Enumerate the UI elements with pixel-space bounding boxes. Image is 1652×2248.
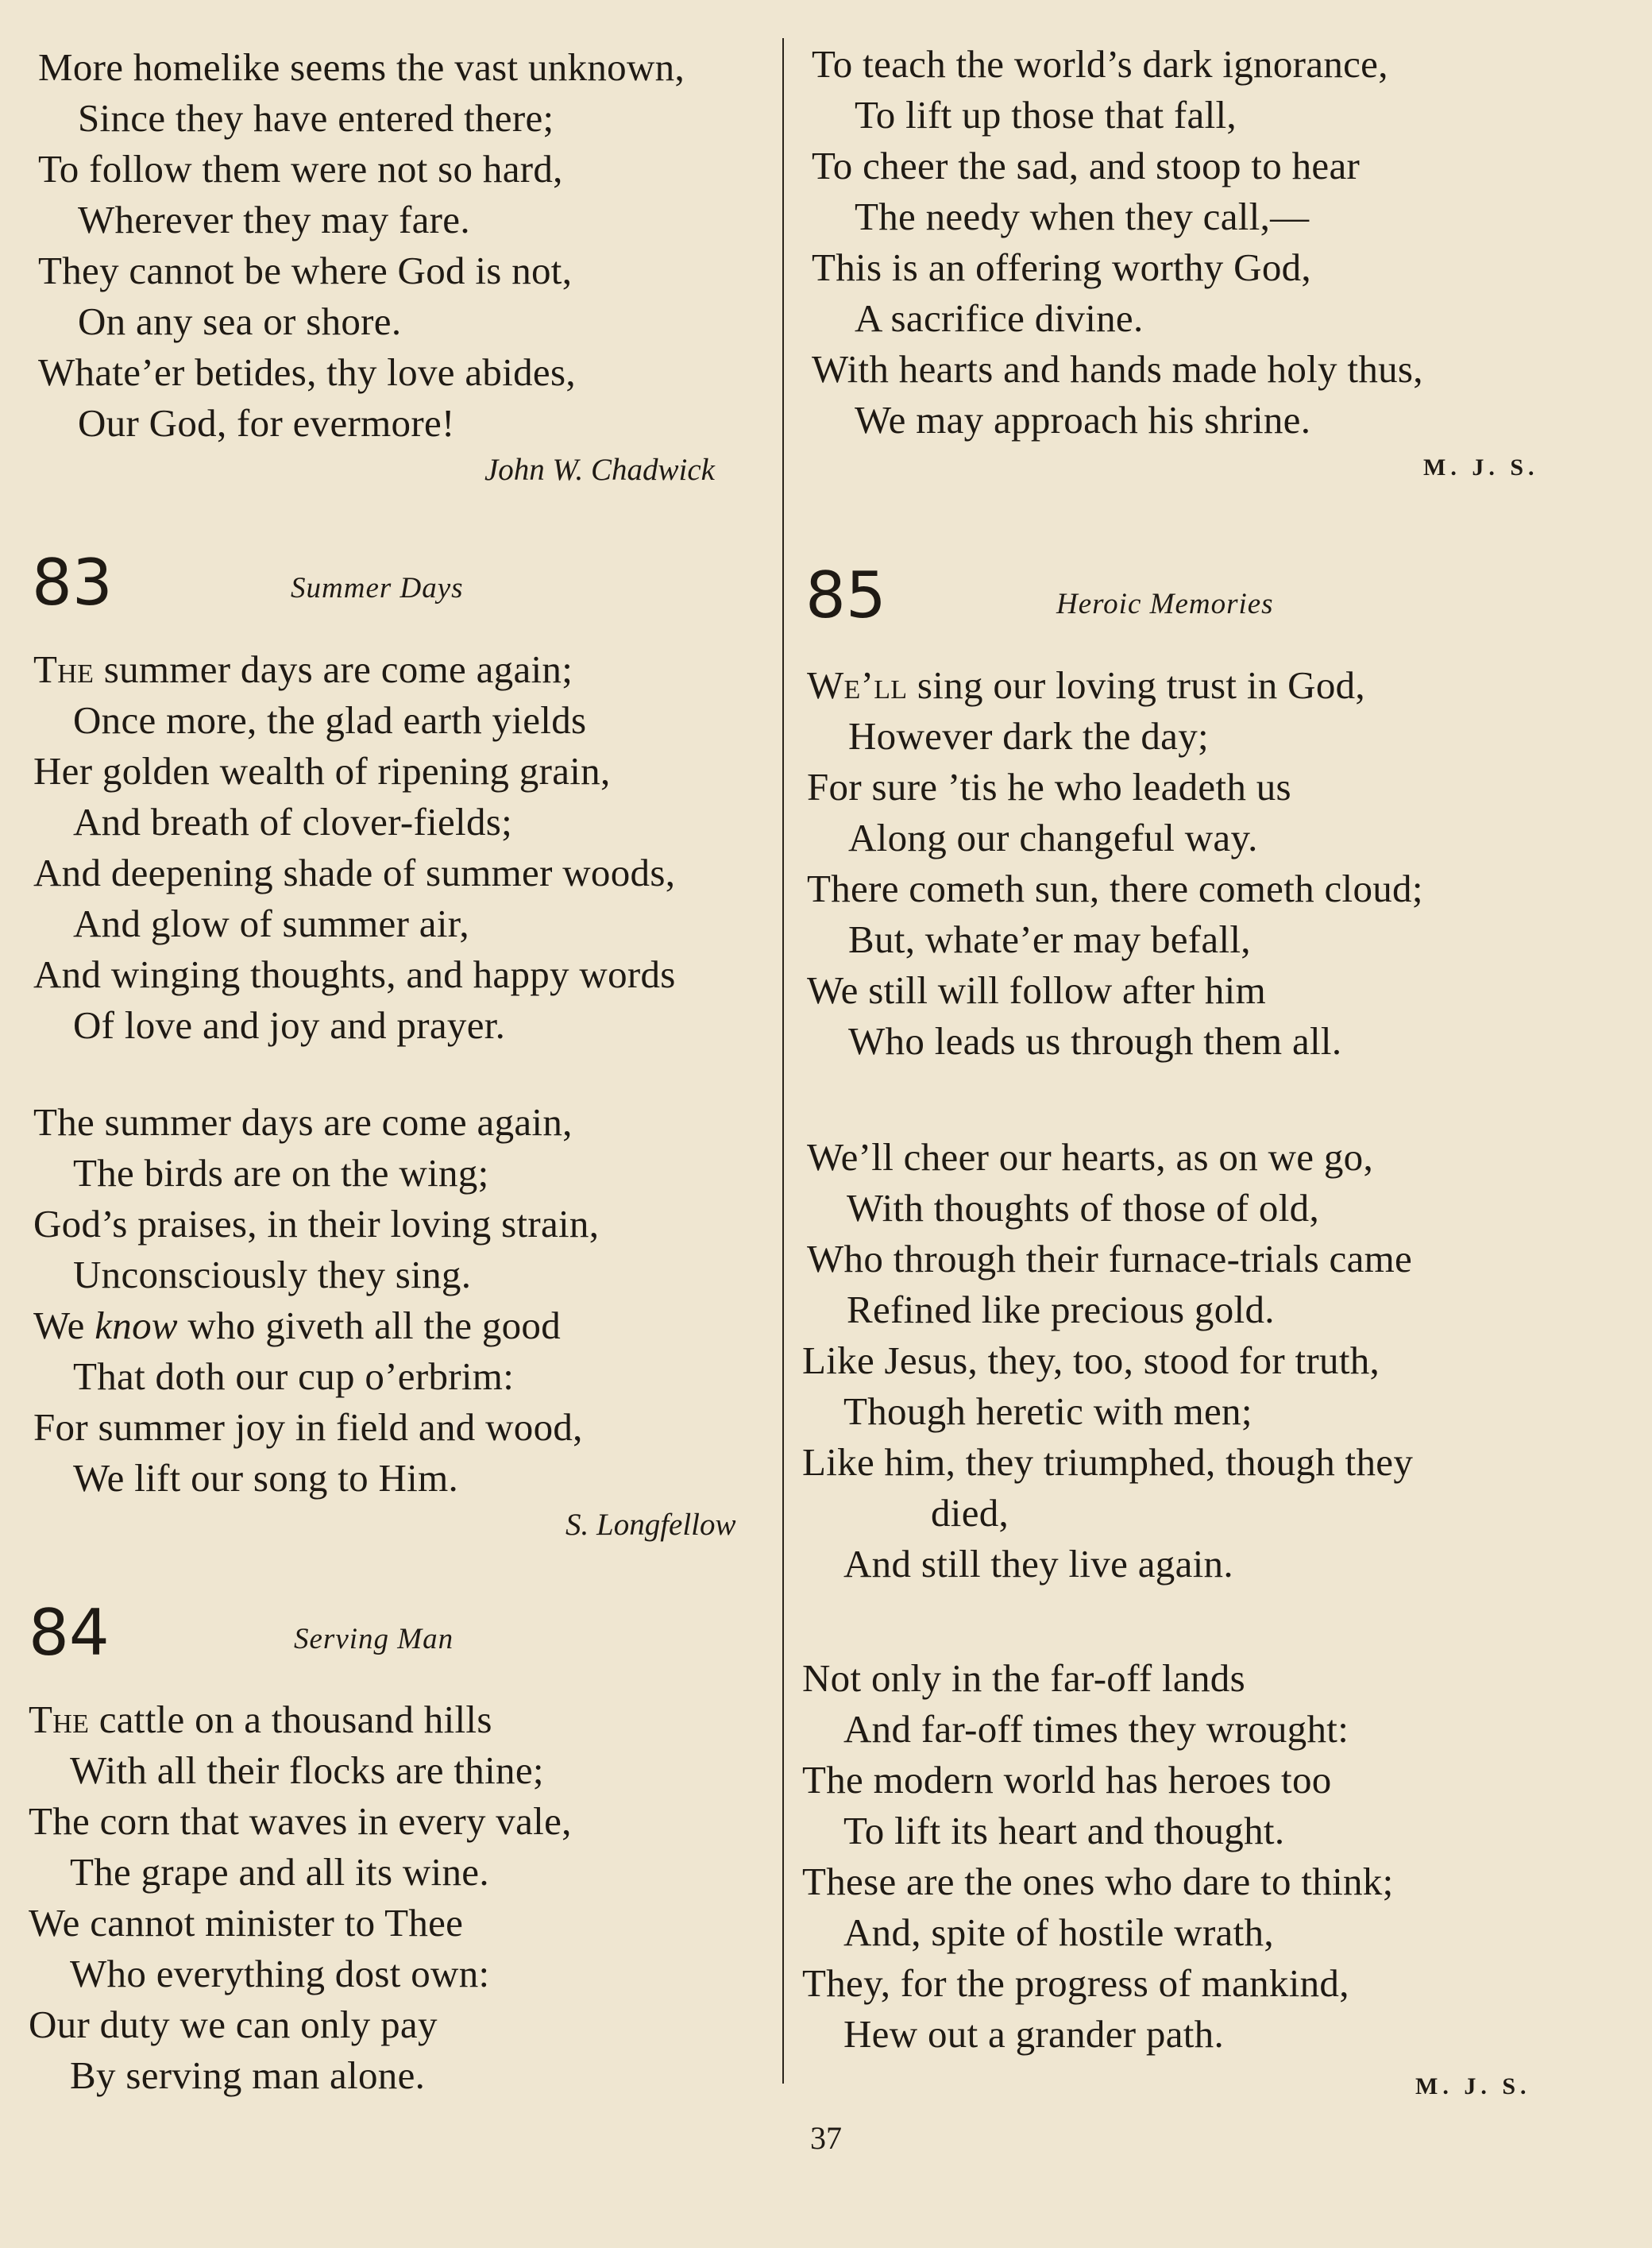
verse-line: And still they live again. [843, 1542, 1233, 1586]
column-divider [782, 38, 784, 2084]
verse-line: Since they have entered there; [78, 96, 554, 140]
verse-line: And, spite of hostile wrath, [843, 1910, 1274, 1954]
verse-line: There cometh sun, there cometh cloud; [807, 867, 1423, 910]
verse-line: Like Jesus, they, too, stood for truth, [802, 1338, 1380, 1382]
author-initials: M. J. S. [1423, 454, 1539, 481]
verse-line: Who through their furnace-trials came [807, 1237, 1413, 1280]
verse-line: We cannot minister to Thee [29, 1901, 464, 1945]
emphasized-word: know [95, 1304, 178, 1347]
verse-line: And winging thoughts, and happy words [33, 952, 676, 996]
verse-line: We lift our song to Him. [73, 1456, 459, 1500]
line-text: sing our loving trust in God, [907, 663, 1365, 707]
verse-line: To follow them were not so hard, [38, 147, 563, 191]
small-caps-word: The [33, 647, 95, 691]
line-text: who giveth all the good [177, 1304, 562, 1347]
verse-line: The summer days are come again, [33, 1100, 573, 1144]
verse-line [33, 1306, 561, 1345]
verse-line: With all their flocks are thine; [70, 1748, 544, 1792]
verse-line: Not only in the far-off lands [802, 1656, 1245, 1700]
verse-line: And far-off times they wrought: [843, 1707, 1349, 1751]
verse-line: With hearts and hands made holy thus, [812, 347, 1423, 391]
verse-line: The needy when they call,— [855, 195, 1310, 238]
small-caps-word: We’ll [807, 663, 908, 707]
verse-line: On any sea or shore. [78, 299, 402, 343]
verse-line: We still will follow after him [807, 968, 1266, 1012]
verse-line: Along our changeful way. [848, 816, 1258, 859]
verse-line: died, [931, 1491, 1009, 1535]
small-caps-word: The [29, 1698, 90, 1741]
hymn-title: Serving Man [294, 1623, 454, 1655]
verse-line: Who leads us through them all. [848, 1019, 1342, 1063]
hymn-number: 83 [32, 546, 113, 620]
verse-line: That doth our cup o’erbrim: [73, 1354, 515, 1398]
verse-line: This is an offering worthy God, [812, 245, 1311, 289]
verse-line: The grape and all its wine. [70, 1850, 489, 1894]
line-text: cattle on a thousand hills [89, 1698, 492, 1741]
verse-line: Of love and joy and prayer. [73, 1003, 506, 1047]
verse-line: To cheer the sad, and stoop to hear [812, 144, 1361, 187]
verse-line: A sacrifice divine. [855, 296, 1144, 340]
verse-line: Our God, for evermore! [78, 401, 455, 445]
verse-line: And glow of summer air, [73, 902, 469, 945]
line-text: summer days are come again; [94, 647, 573, 691]
author-attribution: John W. Chadwick [484, 453, 715, 487]
verse-line: However dark the day; [848, 714, 1209, 758]
page-number: 37 [810, 2120, 842, 2156]
hymn-number: 85 [805, 558, 886, 632]
verse-line: They, for the progress of mankind, [802, 1961, 1349, 2005]
author-initials: M. J. S. [1415, 2073, 1531, 2099]
line-text: We [33, 1304, 95, 1347]
verse-line: But, whate’er may befall, [848, 917, 1251, 961]
verse-line: Our duty we can only pay [29, 2003, 438, 2046]
hymn-number: 84 [29, 1596, 110, 1670]
author-attribution: S. Longfellow [565, 1508, 736, 1542]
verse-line: Though heretic with men; [843, 1389, 1253, 1433]
verse-line: To lift its heart and thought. [843, 1809, 1285, 1852]
verse-line: They cannot be where God is not, [38, 249, 573, 292]
hymn-title: Summer Days [291, 572, 464, 604]
verse-line: We may approach his shrine. [855, 398, 1311, 442]
verse-line: Refined like precious gold. [847, 1288, 1275, 1331]
verse-line: Hew out a grander path. [843, 2012, 1225, 2056]
verse-line: With thoughts of those of old, [847, 1186, 1319, 1230]
hymn-title: Heroic Memories [1056, 588, 1274, 620]
verse-line: And deepening shade of summer woods, [33, 851, 676, 894]
verse-line: For summer joy in field and wood, [33, 1405, 583, 1449]
verse-line: For sure ’tis he who leadeth us [807, 765, 1291, 809]
verse-line: Whate’er betides, thy love abides, [38, 350, 576, 394]
verse-line: And breath of clover-fields; [73, 800, 513, 844]
verse-line: These are the ones who dare to think; [802, 1860, 1394, 1903]
verse-line: The modern world has heroes too [802, 1758, 1332, 1802]
verse-line: To lift up those that fall, [855, 93, 1237, 137]
verse-line: Like him, they triumphed, though they [802, 1440, 1414, 1484]
verse-line: God’s praises, in their loving strain, [33, 1202, 600, 1246]
verse-line: Her golden wealth of ripening grain, [33, 749, 611, 793]
verse-line: Who everything dost own: [70, 1952, 490, 1995]
verse-line: More homelike seems the vast unknown, [38, 45, 685, 89]
verse-line [33, 647, 573, 691]
verse-line: Wherever they may fare. [78, 198, 470, 241]
verse-line: The birds are on the wing; [73, 1151, 489, 1195]
verse-line: The corn that waves in every vale, [29, 1799, 572, 1843]
verse-line: We’ll cheer our hearts, as on we go, [807, 1135, 1373, 1179]
verse-line: Once more, the glad earth yields [73, 698, 587, 742]
verse-line: By serving man alone. [70, 2053, 426, 2097]
verse-line: Unconsciously they sing. [73, 1253, 472, 1296]
verse-line: To teach the world’s dark ignorance, [812, 42, 1388, 86]
verse-line [807, 663, 1365, 707]
verse-line [29, 1700, 492, 1739]
